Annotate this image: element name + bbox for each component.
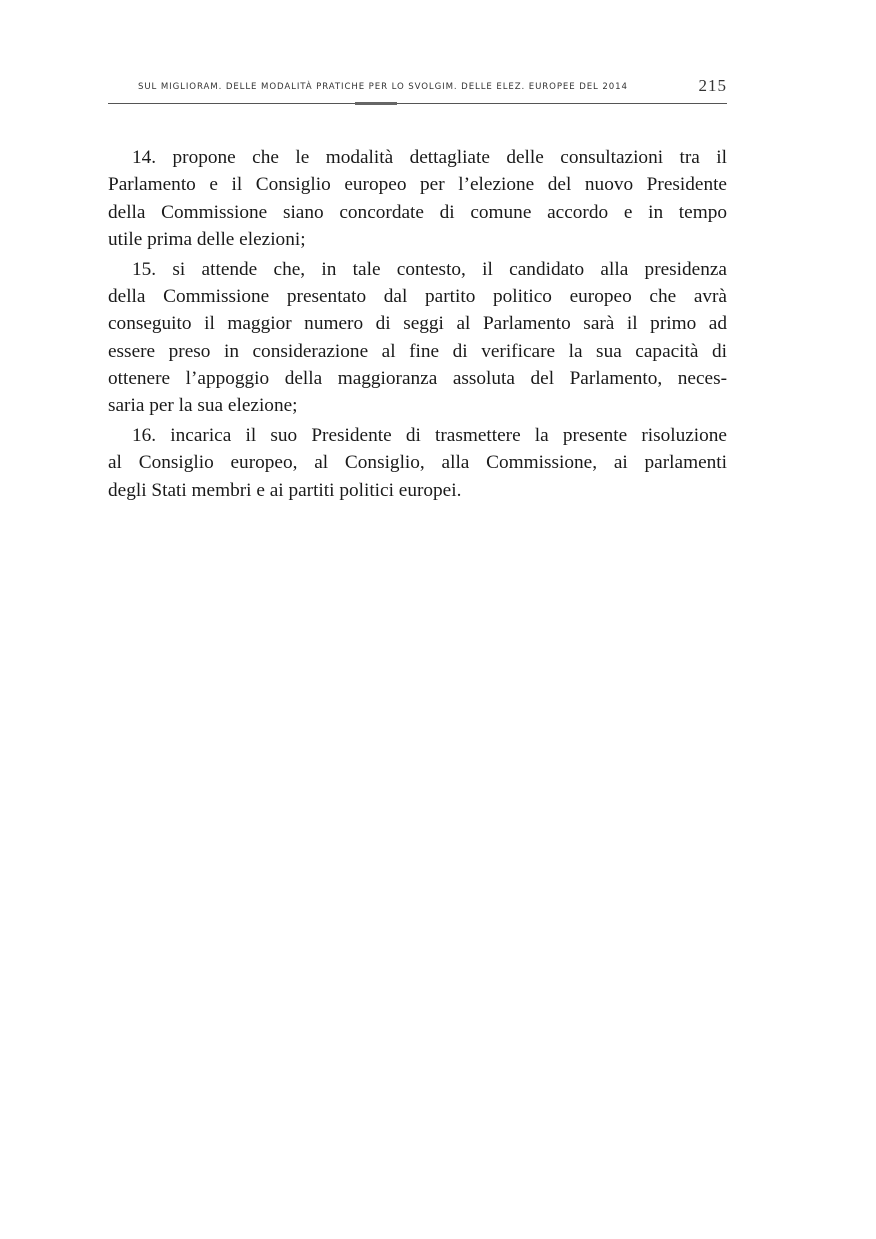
text-line: ottenere l’appoggio della maggioranza assoluta del Parlamento, neces- — [108, 367, 727, 389]
text-line: utile prima delle elezioni; — [108, 228, 306, 250]
paragraph-16 — [108, 422, 727, 504]
text-line: 16. incarica il suo Presidente di trasmettere la presente risoluzione — [132, 424, 727, 446]
text-line: 15. si attende che, in tale contesto, il candidato alla presidenza — [132, 258, 727, 280]
text-line: Parlamento e il Consiglio europeo per l’elezione del nuovo Presidente — [108, 174, 727, 196]
text-line: della Commissione presentato dal partito politico europeo che avrà — [108, 285, 727, 307]
running-head — [108, 76, 727, 98]
header-rule — [108, 103, 727, 104]
text-line: della Commissione siano concordate di comune accordo e in tempo — [108, 201, 727, 223]
text-line: conseguito il maggior numero di seggi al Parlamento sarà il primo ad — [108, 313, 727, 335]
text-line: degli Stati membri e ai partiti politici europei. — [108, 479, 462, 501]
text-line: saria per la sua elezione; — [108, 395, 298, 417]
page-number: 215 — [698, 76, 727, 95]
body-text — [108, 144, 727, 506]
text-line: al Consiglio europeo, al Consiglio, alla Commissione, ai parlamenti — [108, 452, 727, 474]
paragraph-14 — [108, 144, 727, 253]
paragraph-15 — [108, 256, 727, 420]
running-head-title: SUL MIGLIORAM. DELLE MODALITÀ PRATICHE PER LO SVOLGIM. DELLE ELEZ. EUROPEE DEL 2014 — [138, 82, 628, 92]
text-line: essere preso in considerazione al fine di verificare la sua capacità di — [108, 340, 727, 362]
header-rule-mark — [355, 102, 397, 105]
text-line: 14. propone che le modalità dettagliate delle consultazioni tra il — [132, 147, 727, 168]
